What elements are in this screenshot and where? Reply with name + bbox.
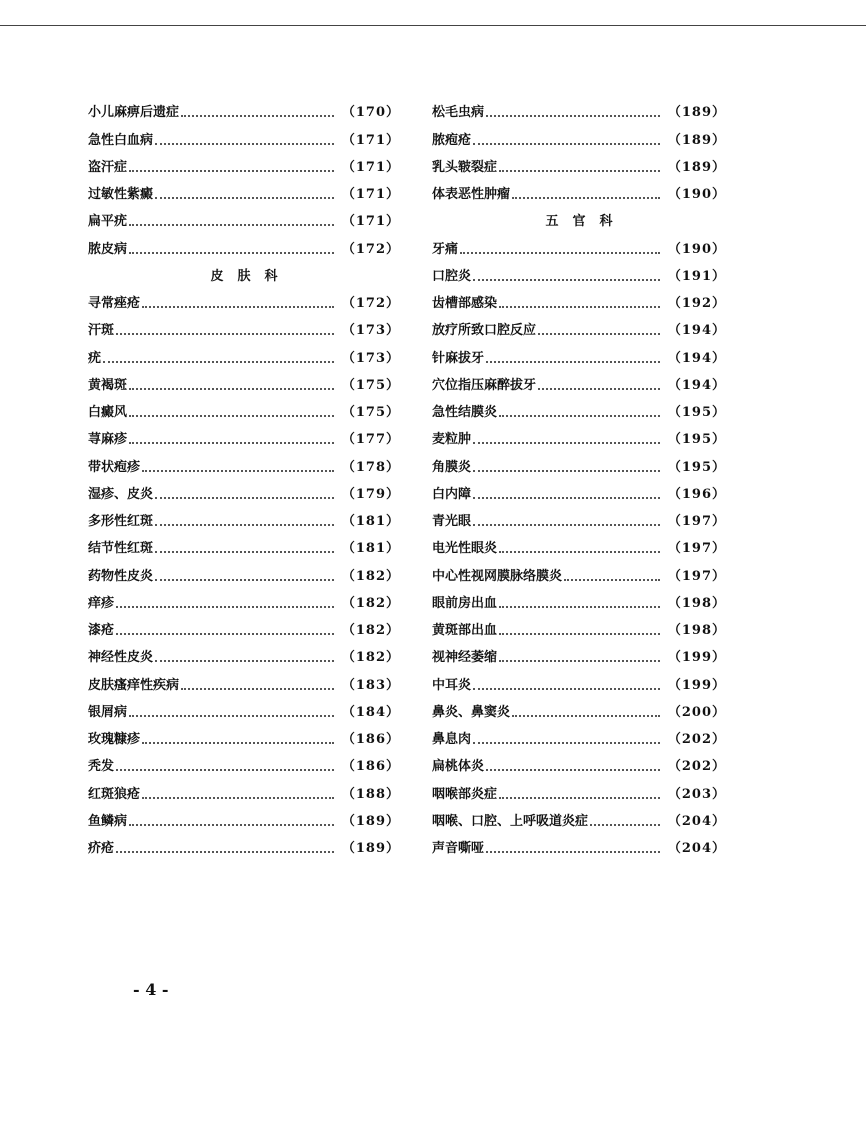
toc-entry bbox=[88, 344, 400, 371]
toc-entry bbox=[88, 317, 400, 344]
entry-title: 白癜风 bbox=[88, 405, 128, 420]
entry-title: 白内障 bbox=[432, 486, 472, 502]
toc-entry bbox=[432, 617, 726, 644]
entry-page: （182） bbox=[341, 568, 400, 584]
toc-left-column bbox=[88, 99, 400, 862]
entry-page: （194） bbox=[667, 323, 726, 339]
entry-page: （197） bbox=[667, 514, 726, 529]
dot-leader bbox=[473, 143, 660, 145]
entry-page: （190） bbox=[667, 187, 726, 202]
entry-title: 疣 bbox=[88, 350, 102, 366]
toc-entry bbox=[432, 181, 726, 208]
entry-title: 漆疮 bbox=[88, 623, 115, 638]
entry-page: （175） bbox=[341, 377, 400, 393]
toc-entry bbox=[432, 317, 726, 344]
entry-title: 针麻拔牙 bbox=[432, 350, 485, 366]
entry-title: 疥疮 bbox=[88, 841, 115, 856]
dot-leader bbox=[499, 415, 660, 417]
dot-leader bbox=[155, 551, 334, 553]
entry-title: 脓疱疮 bbox=[432, 132, 472, 148]
entry-title: 急性白血病 bbox=[88, 132, 154, 148]
toc-entry bbox=[432, 753, 726, 780]
entry-page: （197） bbox=[667, 541, 726, 557]
dot-leader bbox=[486, 851, 660, 853]
entry-title: 中心性视网膜脉络膜炎 bbox=[432, 568, 563, 584]
entry-title: 湿疹、皮炎 bbox=[88, 486, 154, 502]
dot-leader bbox=[499, 551, 660, 553]
entry-page: （188） bbox=[341, 786, 400, 802]
entry-page: （189） bbox=[667, 159, 726, 175]
entry-page: （190） bbox=[667, 241, 726, 257]
entry-page: （189） bbox=[667, 105, 726, 121]
toc-entry bbox=[432, 590, 726, 617]
entry-title: 黄斑部出血 bbox=[432, 623, 498, 638]
dot-leader bbox=[129, 170, 334, 172]
entry-page: （182） bbox=[341, 595, 400, 611]
entry-title: 齿槽部感染 bbox=[432, 296, 498, 311]
entry-title: 神经性皮炎 bbox=[88, 650, 154, 666]
entry-page: （195） bbox=[667, 405, 726, 420]
dot-leader bbox=[142, 306, 334, 308]
dot-leader bbox=[155, 579, 334, 581]
entry-page: （195） bbox=[667, 459, 726, 475]
toc-entry bbox=[432, 372, 726, 399]
entry-title: 声音嘶哑 bbox=[432, 841, 485, 856]
dot-leader bbox=[499, 606, 660, 608]
toc-entry bbox=[432, 835, 726, 862]
entry-title: 麦粒肿 bbox=[432, 432, 472, 448]
entry-title: 扁桃体炎 bbox=[432, 759, 485, 775]
entry-page: （198） bbox=[667, 623, 726, 638]
dot-leader bbox=[512, 197, 660, 199]
toc-entry bbox=[432, 426, 726, 453]
entry-page: （172） bbox=[341, 296, 400, 311]
dot-leader bbox=[129, 824, 334, 826]
entry-page: （189） bbox=[667, 132, 726, 148]
entry-page: （172） bbox=[341, 241, 400, 257]
toc-entry bbox=[88, 699, 400, 726]
entry-title: 银屑病 bbox=[88, 704, 128, 720]
toc-entry bbox=[88, 508, 400, 535]
toc-entry bbox=[88, 808, 400, 835]
toc-entry bbox=[432, 99, 726, 126]
toc-entry bbox=[432, 290, 726, 317]
entry-page: （195） bbox=[667, 432, 726, 448]
dot-leader bbox=[116, 333, 334, 335]
entry-page: （182） bbox=[341, 623, 400, 638]
toc-entry bbox=[88, 644, 400, 671]
dot-leader bbox=[473, 688, 660, 690]
toc-entry bbox=[432, 508, 726, 535]
toc-entry bbox=[88, 426, 400, 453]
entry-page: （202） bbox=[667, 759, 726, 775]
dot-leader bbox=[590, 824, 660, 826]
dot-leader bbox=[499, 797, 660, 799]
entry-page: （186） bbox=[341, 732, 400, 747]
entry-title: 穴位指压麻醉拔牙 bbox=[432, 377, 537, 393]
toc-entry bbox=[88, 617, 400, 644]
entry-title: 青光眼 bbox=[432, 514, 472, 529]
entry-title: 寻常痤疮 bbox=[88, 296, 141, 311]
dot-leader bbox=[142, 470, 334, 472]
entry-page: （181） bbox=[341, 514, 400, 529]
dot-leader bbox=[460, 252, 660, 254]
entry-title: 黄褐斑 bbox=[88, 377, 128, 393]
entry-page: （199） bbox=[667, 650, 726, 666]
dot-leader bbox=[473, 279, 660, 281]
toc-entry bbox=[432, 263, 726, 290]
toc-entry bbox=[432, 126, 726, 153]
toc-entry bbox=[88, 753, 400, 780]
entry-page: （178） bbox=[341, 459, 400, 475]
toc-entry bbox=[432, 154, 726, 181]
toc-entry bbox=[88, 372, 400, 399]
dot-leader bbox=[486, 361, 660, 363]
entry-page: （177） bbox=[341, 432, 400, 448]
entry-title: 鼻息肉 bbox=[432, 732, 472, 747]
entry-page: （204） bbox=[667, 813, 726, 829]
dot-leader bbox=[181, 115, 334, 117]
entry-title: 乳头皲裂症 bbox=[432, 159, 498, 175]
entry-title: 松毛虫病 bbox=[432, 105, 485, 121]
toc-entry bbox=[432, 399, 726, 426]
entry-page: （171） bbox=[341, 187, 400, 202]
dot-leader bbox=[473, 524, 660, 526]
toc-entry bbox=[432, 726, 726, 753]
toc-entry bbox=[88, 290, 400, 317]
entry-title: 皮肤瘙痒性疾病 bbox=[88, 677, 180, 693]
entry-page: （182） bbox=[341, 650, 400, 666]
dot-leader bbox=[499, 306, 660, 308]
entry-page: （200） bbox=[667, 704, 726, 720]
section-heading: 五官科 bbox=[545, 214, 627, 229]
entry-page: （173） bbox=[341, 350, 400, 366]
entry-page: （181） bbox=[341, 541, 400, 557]
dot-leader bbox=[512, 715, 660, 717]
entry-title: 药物性皮炎 bbox=[88, 568, 154, 584]
dot-leader bbox=[129, 442, 334, 444]
toc-entry bbox=[432, 562, 726, 589]
toc-entry bbox=[88, 235, 400, 262]
toc-entry bbox=[88, 671, 400, 698]
dot-leader bbox=[486, 769, 660, 771]
toc-entry bbox=[432, 699, 726, 726]
entry-title: 盗汗症 bbox=[88, 159, 128, 175]
entry-page: （196） bbox=[667, 486, 726, 502]
entry-title: 咽喉、口腔、上呼吸道炎症 bbox=[432, 813, 589, 829]
page-number: - 4 - bbox=[133, 980, 169, 999]
entry-page: （194） bbox=[667, 377, 726, 393]
dot-leader bbox=[499, 660, 660, 662]
entry-page: （198） bbox=[667, 595, 726, 611]
dot-leader bbox=[103, 361, 334, 363]
dot-leader bbox=[142, 742, 334, 744]
dot-leader bbox=[473, 470, 660, 472]
entry-page: （171） bbox=[341, 159, 400, 175]
dot-leader bbox=[129, 388, 334, 390]
entry-page: （204） bbox=[667, 841, 726, 856]
toc-entry bbox=[88, 835, 400, 862]
toc-entry bbox=[432, 344, 726, 371]
entry-page: （186） bbox=[341, 759, 400, 775]
toc-entry bbox=[432, 671, 726, 698]
entry-title: 脓皮病 bbox=[88, 241, 128, 257]
dot-leader bbox=[155, 497, 334, 499]
toc-entry bbox=[88, 481, 400, 508]
entry-page: （184） bbox=[341, 704, 400, 720]
dot-leader bbox=[155, 660, 334, 662]
entry-page: （199） bbox=[667, 677, 726, 693]
entry-page: （175） bbox=[341, 405, 400, 420]
entry-page: （189） bbox=[341, 841, 400, 856]
entry-title: 眼前房出血 bbox=[432, 595, 498, 611]
entry-title: 红斑狼疮 bbox=[88, 786, 141, 802]
entry-page: （183） bbox=[341, 677, 400, 693]
toc-entry bbox=[88, 453, 400, 480]
toc-entry bbox=[432, 535, 726, 562]
toc-entry bbox=[88, 726, 400, 753]
entry-title: 玫瑰糠疹 bbox=[88, 732, 141, 747]
entry-page: （194） bbox=[667, 350, 726, 366]
dot-leader bbox=[155, 524, 334, 526]
entry-title: 放疗所致口腔反应 bbox=[432, 323, 537, 339]
entry-title: 小儿麻痹后遗症 bbox=[88, 105, 180, 121]
toc-entry bbox=[88, 154, 400, 181]
dot-leader bbox=[116, 851, 334, 853]
entry-page: （170） bbox=[341, 105, 400, 121]
entry-page: （203） bbox=[667, 786, 726, 802]
entry-title: 鼻炎、鼻窦炎 bbox=[432, 704, 511, 720]
section-heading: 皮肤科 bbox=[210, 268, 292, 284]
toc-entry bbox=[432, 780, 726, 807]
dot-leader bbox=[116, 769, 334, 771]
dot-leader bbox=[129, 715, 334, 717]
entry-page: （197） bbox=[667, 568, 726, 584]
entry-page: （171） bbox=[341, 214, 400, 230]
toc-entry bbox=[88, 562, 400, 589]
dot-leader bbox=[181, 688, 334, 690]
entry-title: 荨麻疹 bbox=[88, 432, 128, 448]
entry-title: 带状疱疹 bbox=[88, 459, 141, 475]
toc-entry bbox=[88, 126, 400, 153]
dot-leader bbox=[473, 742, 660, 744]
entry-title: 汗斑 bbox=[88, 323, 115, 339]
toc-entry bbox=[88, 208, 400, 235]
entry-page: （171） bbox=[341, 132, 400, 148]
dot-leader bbox=[538, 388, 660, 390]
dot-leader bbox=[129, 252, 334, 254]
toc-entry bbox=[432, 644, 726, 671]
entry-title: 多形性红斑 bbox=[88, 514, 154, 529]
top-rule bbox=[0, 25, 866, 26]
entry-title: 角膜炎 bbox=[432, 459, 472, 475]
entry-title: 痒疹 bbox=[88, 595, 115, 611]
entry-title: 扁平疣 bbox=[88, 214, 128, 230]
toc-right-column bbox=[432, 99, 726, 862]
dot-leader bbox=[116, 633, 334, 635]
entry-title: 体表恶性肿瘤 bbox=[432, 187, 511, 202]
entry-title: 咽喉部炎症 bbox=[432, 786, 498, 802]
entry-page: （192） bbox=[667, 296, 726, 311]
entry-page: （173） bbox=[341, 323, 400, 339]
entry-title: 秃发 bbox=[88, 759, 115, 775]
toc-entry bbox=[432, 453, 726, 480]
entry-page: （191） bbox=[667, 268, 726, 284]
dot-leader bbox=[499, 170, 660, 172]
entry-title: 中耳炎 bbox=[432, 677, 472, 693]
dot-leader bbox=[142, 797, 334, 799]
entry-title: 鱼鳞病 bbox=[88, 813, 128, 829]
dot-leader bbox=[473, 442, 660, 444]
entry-page: （202） bbox=[667, 732, 726, 747]
dot-leader bbox=[116, 606, 334, 608]
entry-title: 视神经萎缩 bbox=[432, 650, 498, 666]
dot-leader bbox=[129, 415, 334, 417]
toc-entry bbox=[88, 181, 400, 208]
toc-entry bbox=[88, 399, 400, 426]
dot-leader bbox=[473, 497, 660, 499]
entry-title: 过敏性紫癜 bbox=[88, 187, 154, 202]
toc-entry bbox=[88, 535, 400, 562]
toc-entry bbox=[88, 590, 400, 617]
dot-leader bbox=[155, 143, 334, 145]
entry-title: 急性结膜炎 bbox=[432, 405, 498, 420]
toc-entry bbox=[432, 481, 726, 508]
entry-page: （189） bbox=[341, 813, 400, 829]
dot-leader bbox=[486, 115, 660, 117]
dot-leader bbox=[538, 333, 660, 335]
toc-entry bbox=[432, 808, 726, 835]
dot-leader bbox=[155, 197, 334, 199]
dot-leader bbox=[499, 633, 660, 635]
toc-entry bbox=[432, 235, 726, 262]
dot-leader bbox=[564, 579, 660, 581]
entry-page: （179） bbox=[341, 486, 400, 502]
entry-title: 口腔炎 bbox=[432, 268, 472, 284]
entry-title: 牙痛 bbox=[432, 241, 459, 257]
entry-title: 结节性红斑 bbox=[88, 541, 154, 557]
dot-leader bbox=[129, 224, 334, 226]
entry-title: 电光性眼炎 bbox=[432, 541, 498, 557]
toc-entry bbox=[88, 99, 400, 126]
toc-entry bbox=[88, 780, 400, 807]
